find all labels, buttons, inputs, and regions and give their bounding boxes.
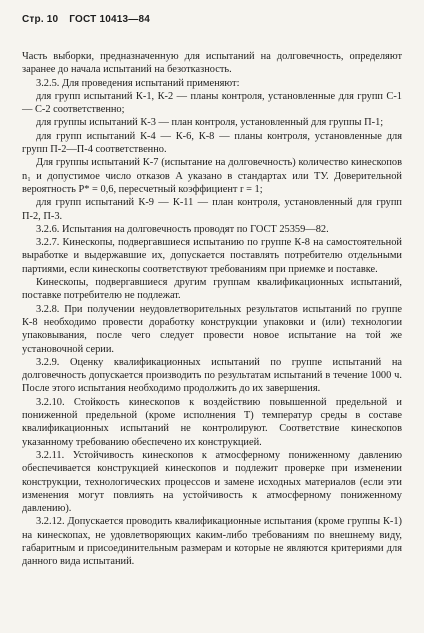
paragraph: 3.2.9. Оценку квалификационных испытаний по группе испытаний на долговечность допускается производить по результатам испытаний в течение 1000 ч. После этого испытания необходимо продолжить до их завершения. (22, 356, 402, 395)
paragraph: 3.2.12. Допускается проводить квалификационные испытания (кроме группы К-1) на кинескопах, не удовлетворяющих каким-либо требованиям по внешнему виду, габаритным и присоединительным размерам и которые не являются критериями для данного вида испытаний. (22, 516, 402, 568)
page-header (22, 14, 158, 25)
paragraph: 3.2.10. Стойкость кинескопов к воздействию повышенной предельной и пониженной предельной (кроме исполнения Т) температур среды в составе квалификационных испытаний не контролируют. Соответствие кинескопов указанному требованию обеспечено их конструкцией. (22, 396, 402, 448)
paragraph: 3.2.5. Для проведения испытаний применяют: (36, 77, 240, 89)
paragraph: Для группы испытаний К-7 (испытание на долговечность) количество кинескопов n₁ и допустимое число отказов A указано в стандартах или ТУ. Доверительной вероятность P* = 0,6, пересчетный коэффициент r = 1; (22, 157, 402, 195)
page-number: Стр. 10 (22, 14, 59, 25)
paragraph: для групп испытаний К-1, К-2 — планы контроля, установленные для групп С-1 — С-2 соответственно; (22, 90, 402, 116)
document-body (22, 50, 402, 569)
paragraph: 3.2.6. Испытания на долговечность проводят по ГОСТ 25359—82. (36, 223, 329, 235)
paragraph: Кинескопы, подвергавшиеся другим группам квалификационных испытаний, поставке потребителю не подлежат. (22, 277, 402, 302)
paragraph: 3.2.8. При получении неудовлетворительных результатов испытаний по группе К-8 необходимо провести доработку конструкции упаковки и (или) технологии упаковывания, после чего следует провести новое испытание на той же установочной серии. (22, 303, 402, 355)
paragraph: для групп испытаний К-9 — К-11 — план контроля, установленный для групп П-2, П-3. (22, 197, 402, 222)
paragraph: 3.2.11. Устойчивость кинескопов к атмосферному пониженному давлению обеспечивается конструкцией кинескопов и подлежит проверке при изменении конструкции, технологических процессов и замене исходных материалов (если эти изменения могут повлиять на устойчивость к атмосферному пониженному давлению). (22, 449, 402, 515)
standard-number: ГОСТ 10413—84 (69, 14, 151, 25)
paragraph: Часть выборки, предназначенную для испытаний на долговечность, определяют заранее до начала испытаний на безотказность. (22, 51, 402, 76)
paragraph: 3.2.7. Кинескопы, подвергавшиеся испытанию по группе К-8 на самостоятельной выработке и выдержавшие их, допускается поставлять потребителю отдельными партиями, если кинескопы соответствуют требованиям при приемке и поставке. (22, 237, 402, 275)
paragraph: для группы испытаний К-3 — план контроля, установленный для группы П-1; (36, 117, 384, 129)
paragraph: для групп испытаний К-4 — К-6, К-8 — планы контроля, установленные для групп П-2—П-4 соответственно. (22, 130, 402, 156)
